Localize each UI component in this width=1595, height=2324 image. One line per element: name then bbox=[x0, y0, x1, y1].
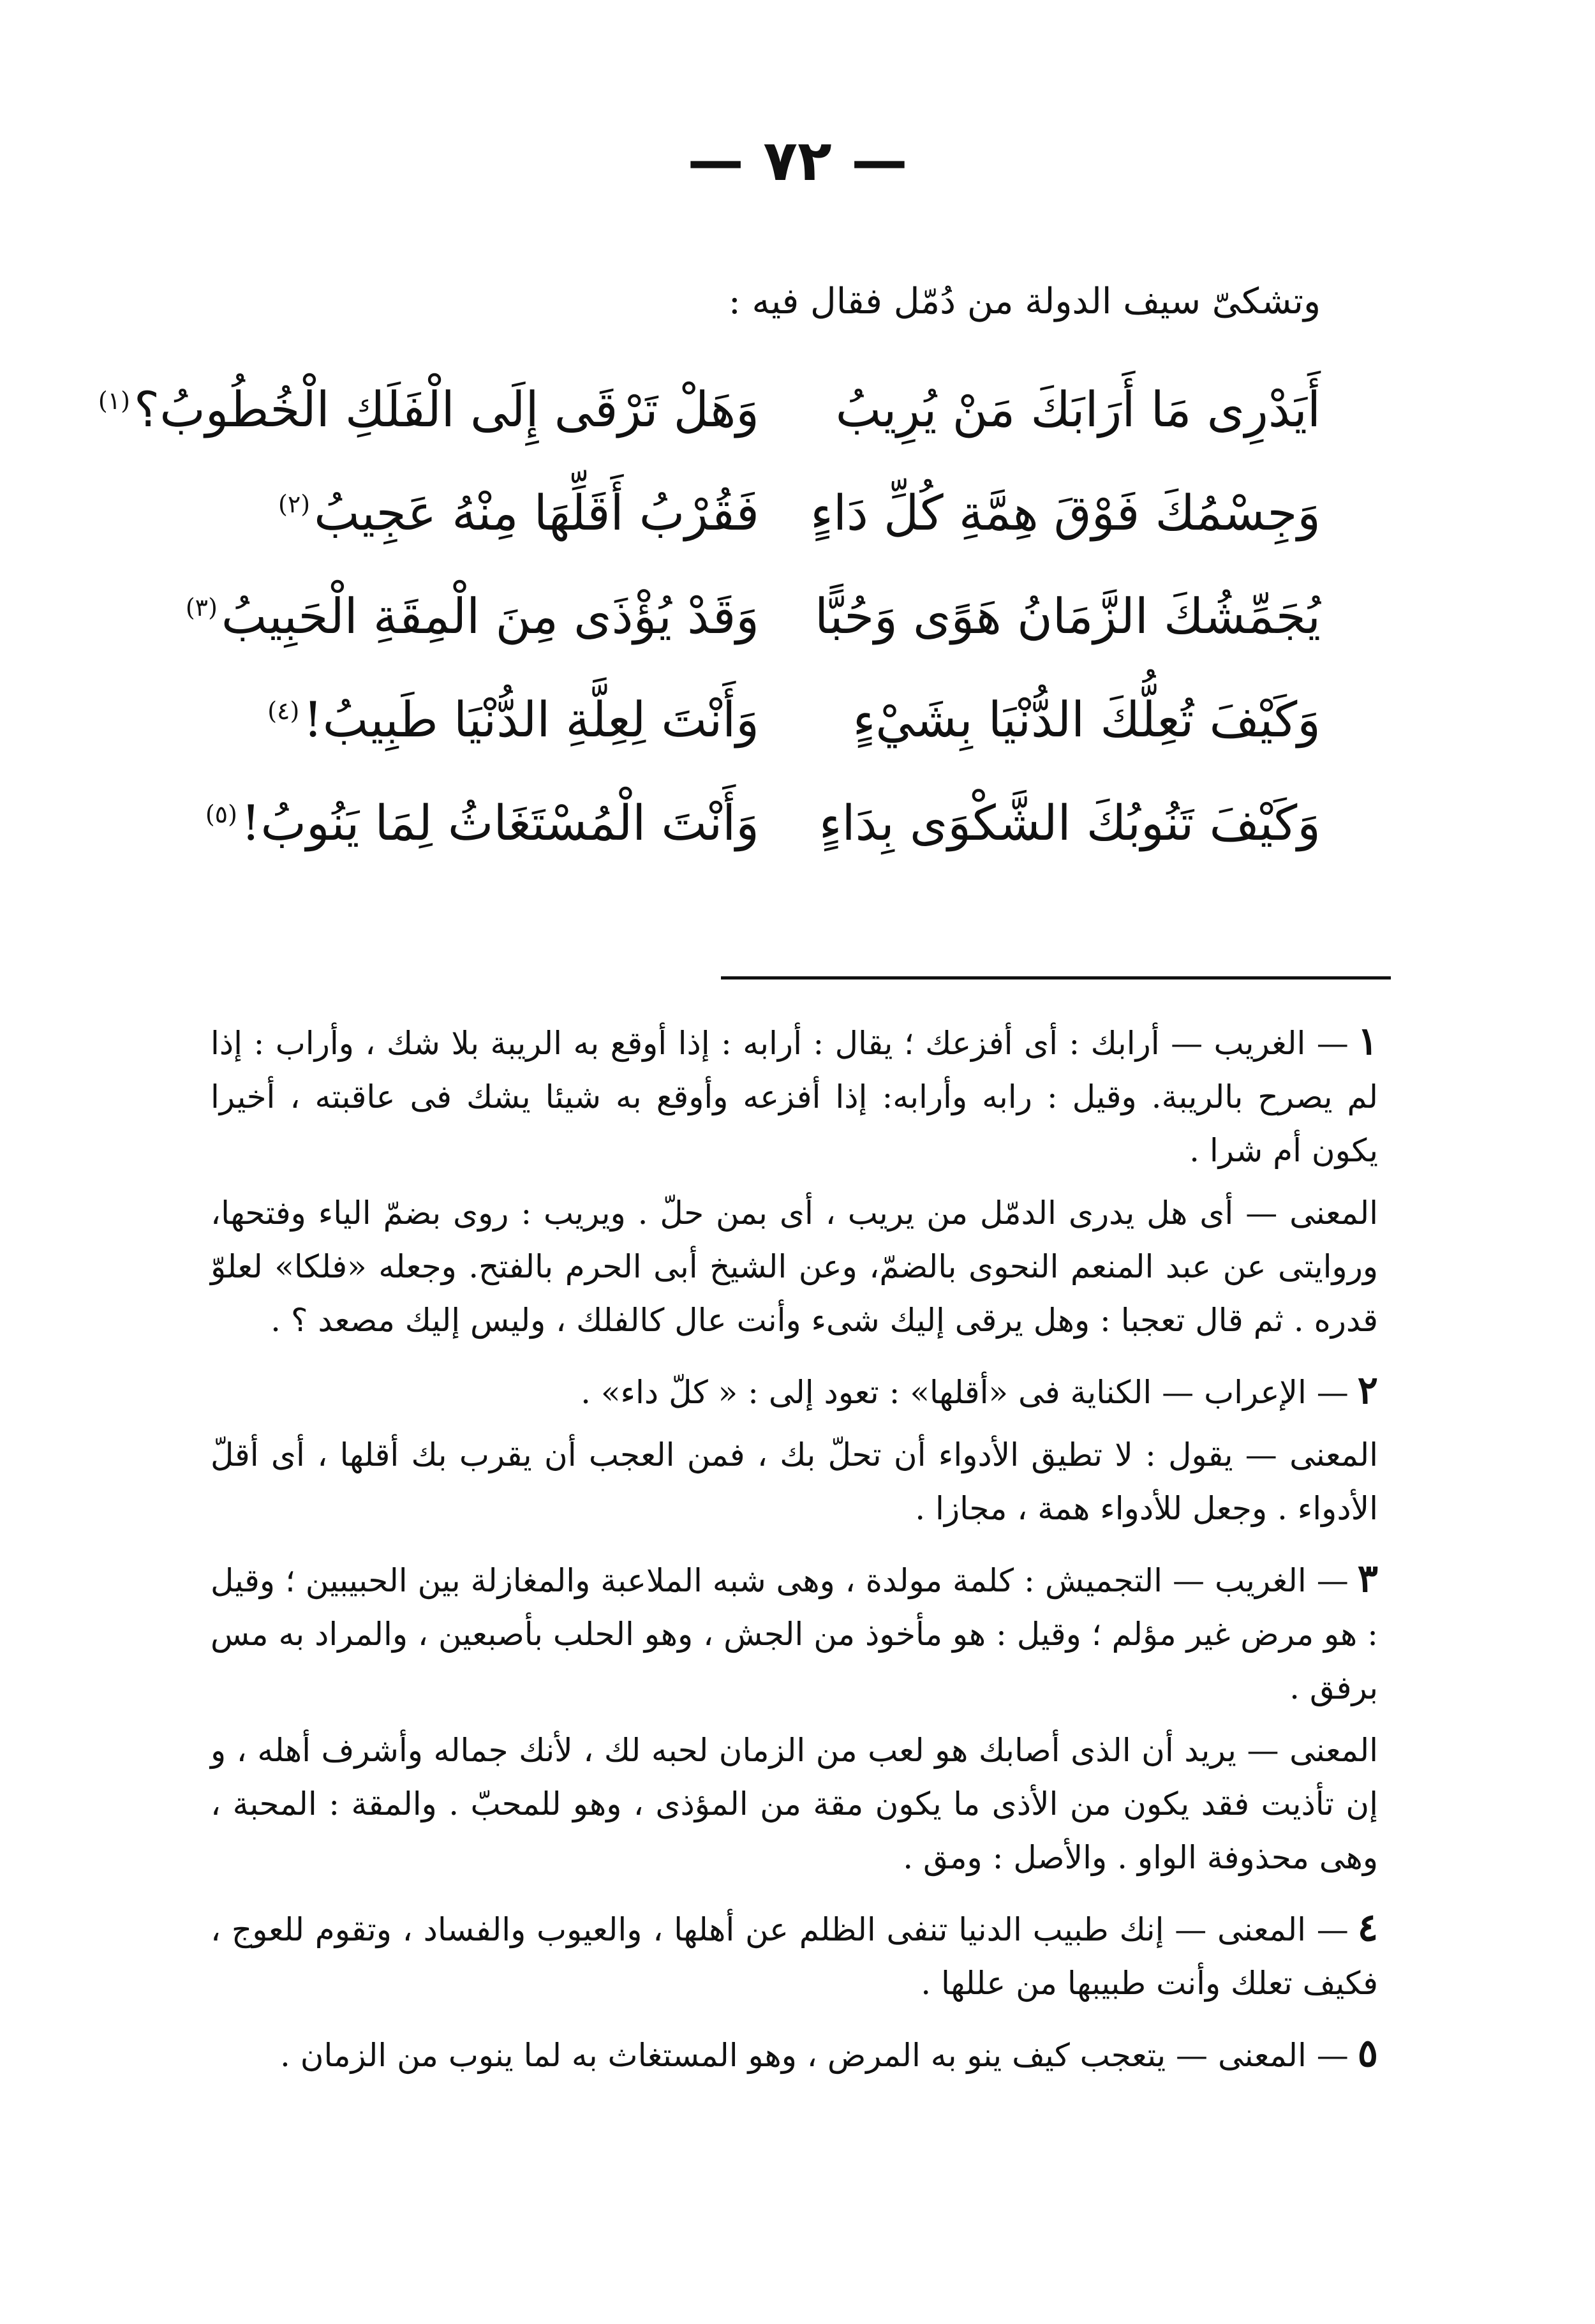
verse-1-second-text: وَهَلْ تَرْقَى إِلَى الْفَلَكِ الْخُطُوبُ؟ bbox=[133, 380, 759, 438]
verse-3-second-hemistich bbox=[185, 588, 759, 644]
footnote-number: ٢ bbox=[1357, 1368, 1378, 1413]
footnote-number: ٣ bbox=[1357, 1556, 1378, 1601]
footnote-2 bbox=[211, 1364, 1378, 1535]
footnote-marker: (٣) bbox=[185, 593, 218, 622]
footnote-text: — المعنى — يتعجب كيف ينو به المرض ، وهو المستغاث به لما ينوب من الزمان . bbox=[279, 2037, 1349, 2074]
footnote-paragraph bbox=[211, 1901, 1378, 2010]
footnote-text: — الإعراب — الكناية فى «أقلها» : تعود إلى : « كلّ داء» . bbox=[581, 1374, 1349, 1411]
verse-2-second-text: فَقُرْبُ أَقَلِّهَا مِنْهُ عَجِيبُ bbox=[314, 484, 759, 541]
verse-4-second-text: وَأَنْتَ لِعِلَّةِ الدُّنْيَا طَبِيبُ! bbox=[303, 690, 759, 748]
footnote-1 bbox=[211, 1015, 1378, 1347]
footnote-text: — الغريب — أرابك : أى أفزعك ؛ يقال : أرابه : إذا أوقع به الريبة بلا شك ، وأراب : إذا لم يصرح بالريبة. وقيل : رابه وأرابه: إذا أفزعه وأوقع به شيئا يشك فى عاقبته ، أخيرا يكون أم شرا . bbox=[211, 1025, 1378, 1169]
footnote-paragraph bbox=[211, 1015, 1378, 1177]
footnote-paragraph: المعنى — يريد أن الذى أصابك هو لعب من الزمان لحبه لك ، لأنك جماله وأشرف أهله ، و إن تأذيت فقد يكون من الأذى ما يكون مقة من المؤذى ، وهو للمحبّ . والمقة : المحبة ، وهى محذوفة الواو . والأصل : ومق . bbox=[211, 1732, 1378, 1876]
footnote-3 bbox=[211, 1552, 1378, 1884]
footnote-text: — الغريب — التجميش : كلمة مولدة ، وهى شبه الملاعبة والمغازلة بين الحبيبين ؛ وقيل : هو مرض غير مؤلم ؛ وقيل : هو مأخوذ من الجش ، وهو الحلب بأصبعين ، والمراد به مس برفق . bbox=[211, 1562, 1378, 1706]
footnote-number: ١ bbox=[1357, 1019, 1378, 1064]
footnotes bbox=[211, 1015, 1378, 2099]
footnote-5 bbox=[211, 2027, 1378, 2082]
verse-3 bbox=[185, 564, 1321, 667]
verse-4 bbox=[185, 667, 1321, 771]
page-number: — ٧٢ — bbox=[687, 128, 908, 193]
verse-4-first-hemistich: وَكَيْفَ تُعِلُّكَ الدُّنْيَا بِشَيْءٍ bbox=[852, 690, 1321, 748]
verse-2-second-hemistich bbox=[185, 484, 759, 541]
footnote-4 bbox=[211, 1901, 1378, 2010]
footnote-marker: (١) bbox=[98, 387, 130, 415]
footnote-paragraph bbox=[211, 1364, 1378, 1419]
footnote-paragraph bbox=[211, 1552, 1378, 1715]
footnote-text: — المعنى — إنك طبيب الدنيا تنفى الظلم عن أهلها ، والعيوب والفساد ، وتقوم للعوج ، فكيف تعلك وأنت طبيبها من عللها . bbox=[211, 1911, 1378, 2002]
verse-2-first-hemistich: وَجِسْمُكَ فَوْقَ هِمَّةِ كُلِّ دَاءٍ bbox=[810, 484, 1321, 541]
verse-5 bbox=[185, 771, 1321, 874]
footnote-marker: (٤) bbox=[267, 697, 300, 726]
footnote-paragraph bbox=[211, 2027, 1378, 2082]
footnote-separator-rule bbox=[721, 976, 1391, 980]
verse-1-first-hemistich: أَيَدْرِى مَا أَرَابَكَ مَنْ يُرِيبُ bbox=[835, 380, 1321, 438]
verse-3-first-hemistich: يُجَمِّشُكَ الزَّمَانُ هَوًى وَحُبًّا bbox=[815, 587, 1321, 644]
verse-5-second-hemistich bbox=[185, 794, 759, 851]
poem bbox=[98, 357, 1321, 874]
footnote-paragraph: المعنى — يقول : لا تطيق الأدواء أن تحلّ بك ، فمن العجب أن يقرب بك أقلها ، أى أقلّ الأدواء . وجعل للأدواء همة ، مجازا . bbox=[211, 1436, 1378, 1527]
footnote-paragraph: المعنى — أى هل يدرى الدمّل من يريب ، أى بمن حلّ . ويريب : روى بضمّ الياء وفتحها، وروايتى عن عبد المنعم النحوى بالضمّ، وعن الشيخ أبى الحرم بالفتح. وجعله «فلكا» لعلوّ قدره . ثم قال تعجبا : وهل يرقى إليك شىء وأنت عال كالفلك ، وليس إليك مصعد ؟ . bbox=[211, 1195, 1378, 1339]
poem-introduction: وتشكىّ سيف الدولة من دُمّل فقال فيه : bbox=[728, 281, 1321, 322]
footnote-number: ٤ bbox=[1357, 1905, 1378, 1950]
verse-4-second-hemistich bbox=[185, 691, 759, 748]
footnote-marker: (٢) bbox=[278, 490, 311, 519]
verse-5-first-hemistich: وَكَيْفَ تَنُوبُكَ الشَّكْوَى بِدَاءٍ bbox=[819, 794, 1321, 851]
footnote-number: ٥ bbox=[1357, 2031, 1378, 2076]
verse-1 bbox=[98, 357, 1321, 461]
verse-3-second-text: وَقَدْ يُؤْذَى مِنَ الْمِقَةِ الْحَبِيبُ bbox=[221, 587, 759, 644]
verse-1-second-hemistich bbox=[98, 380, 759, 438]
verse-2 bbox=[185, 461, 1321, 564]
verse-5-second-text: وَأَنْتَ الْمُسْتَغَاثُ لِمَا يَنُوبُ! bbox=[241, 794, 759, 851]
footnote-marker: (٥) bbox=[205, 800, 237, 829]
